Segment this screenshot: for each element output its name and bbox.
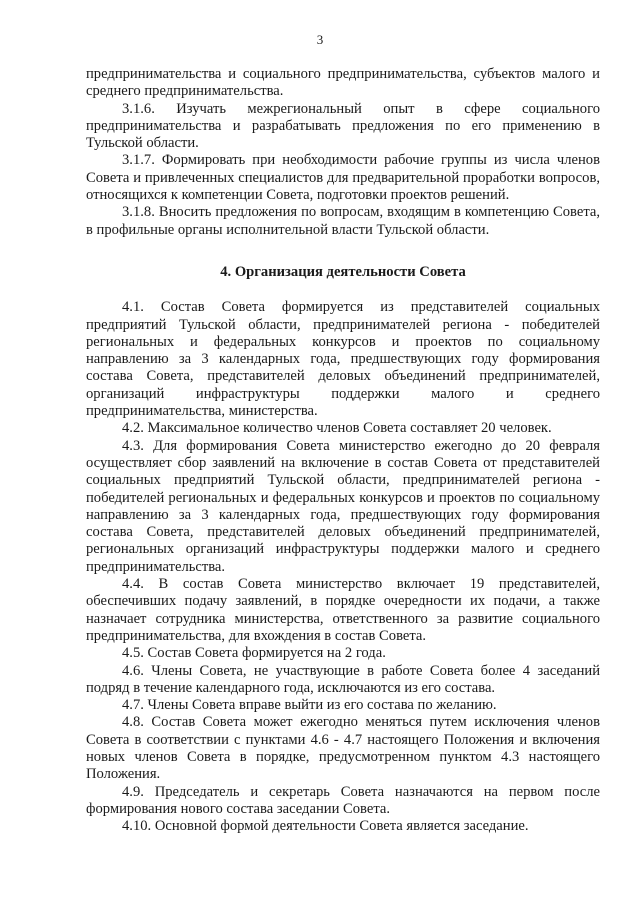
paragraph-4-10: 4.10. Основной формой деятельности Совета является заседание. bbox=[122, 818, 529, 835]
paragraph-3-1-6: 3.1.6. Изучать межрегиональный опыт в сфере социального предпринимательства и разрабатывать предложения по его применению в Тульской области. bbox=[86, 100, 600, 152]
paragraph-4-5: 4.5. Состав Совета формируется на 2 года. bbox=[122, 645, 386, 662]
paragraph-4-2: 4.2. Максимальное количество членов Совета составляет 20 человек. bbox=[122, 420, 552, 437]
paragraph-4-3: 4.3. Для формирования Совета министерство ежегодно до 20 февраля осуществляет сбор заявлений на включение в состав Совета от представителей социальных предприятий Тульской области, предпринимателей региона - победителей региональных и федеральных конкурсов и проектов по социальному направлению за 3 календарных года, предшествующих году формирования состава Совета, представителей деловых объединений предпринимателей, региональных организаций инфраструктуры поддержки малого и среднего предпринимательства. bbox=[86, 437, 600, 575]
section-heading: 4. Организация деятельности Совета bbox=[220, 263, 466, 280]
page-number: 3 bbox=[316, 32, 324, 47]
paragraph-3-1-7: 3.1.7. Формировать при необходимости рабочие группы из числа членов Совета и привлеченных специалистов для предварительной проработки вопросов, относящихся к компетенции Совета, подготовки проектов решений. bbox=[86, 152, 600, 204]
paragraph-3-1-8: 3.1.8. Вносить предложения по вопросам, входящим в компетенцию Совета, в профильные органы исполнительной власти Тульской области. bbox=[86, 204, 600, 238]
paragraph-4-6: 4.6. Члены Совета, не участвующие в работе Совета более 4 заседаний подряд в течение календарного года, исключаются из его состава. bbox=[86, 662, 600, 696]
paragraph-4-4: 4.4. В состав Совета министерство включает 19 представителей, обеспечивших подачу заявлений, в порядке очередности их подачи, а также назначает сотрудника министерства, ответственного за развитие социального предпринимательства, для вхождения в состав Совета. bbox=[86, 576, 600, 644]
paragraph-4-1: 4.1. Состав Совета формируется из представителей социальных предприятий Тульской области, предпринимателей региона - победителей региональных и федеральных конкурсов и проектов по социальному направлению за 3 календарных года, предшествующих году формирования состава Совета, представителей деловых объединений предпринимателей, организаций инфраструктуры поддержки малого и среднего предпринимательства, министерства. bbox=[86, 299, 600, 420]
paragraph-4-9: 4.9. Председатель и секретарь Совета назначаются на первом после формирования нового состава заседании Совета. bbox=[86, 783, 600, 817]
paragraph-continuation: предпринимательства и социального предпринимательства, субъектов малого и среднего предпринимательства. bbox=[86, 66, 600, 100]
document-body bbox=[86, 66, 600, 835]
paragraph-4-8: 4.8. Состав Совета может ежегодно меняться путем исключения членов Совета в соответствии с пунктами 4.6 - 4.7 настоящего Положения и включения новых членов Совета в порядке, предусмотренном пунктом 4.3 настоящего Положения. bbox=[86, 714, 600, 783]
paragraph-4-7: 4.7. Члены Совета вправе выйти из его состава по желанию. bbox=[122, 697, 497, 714]
